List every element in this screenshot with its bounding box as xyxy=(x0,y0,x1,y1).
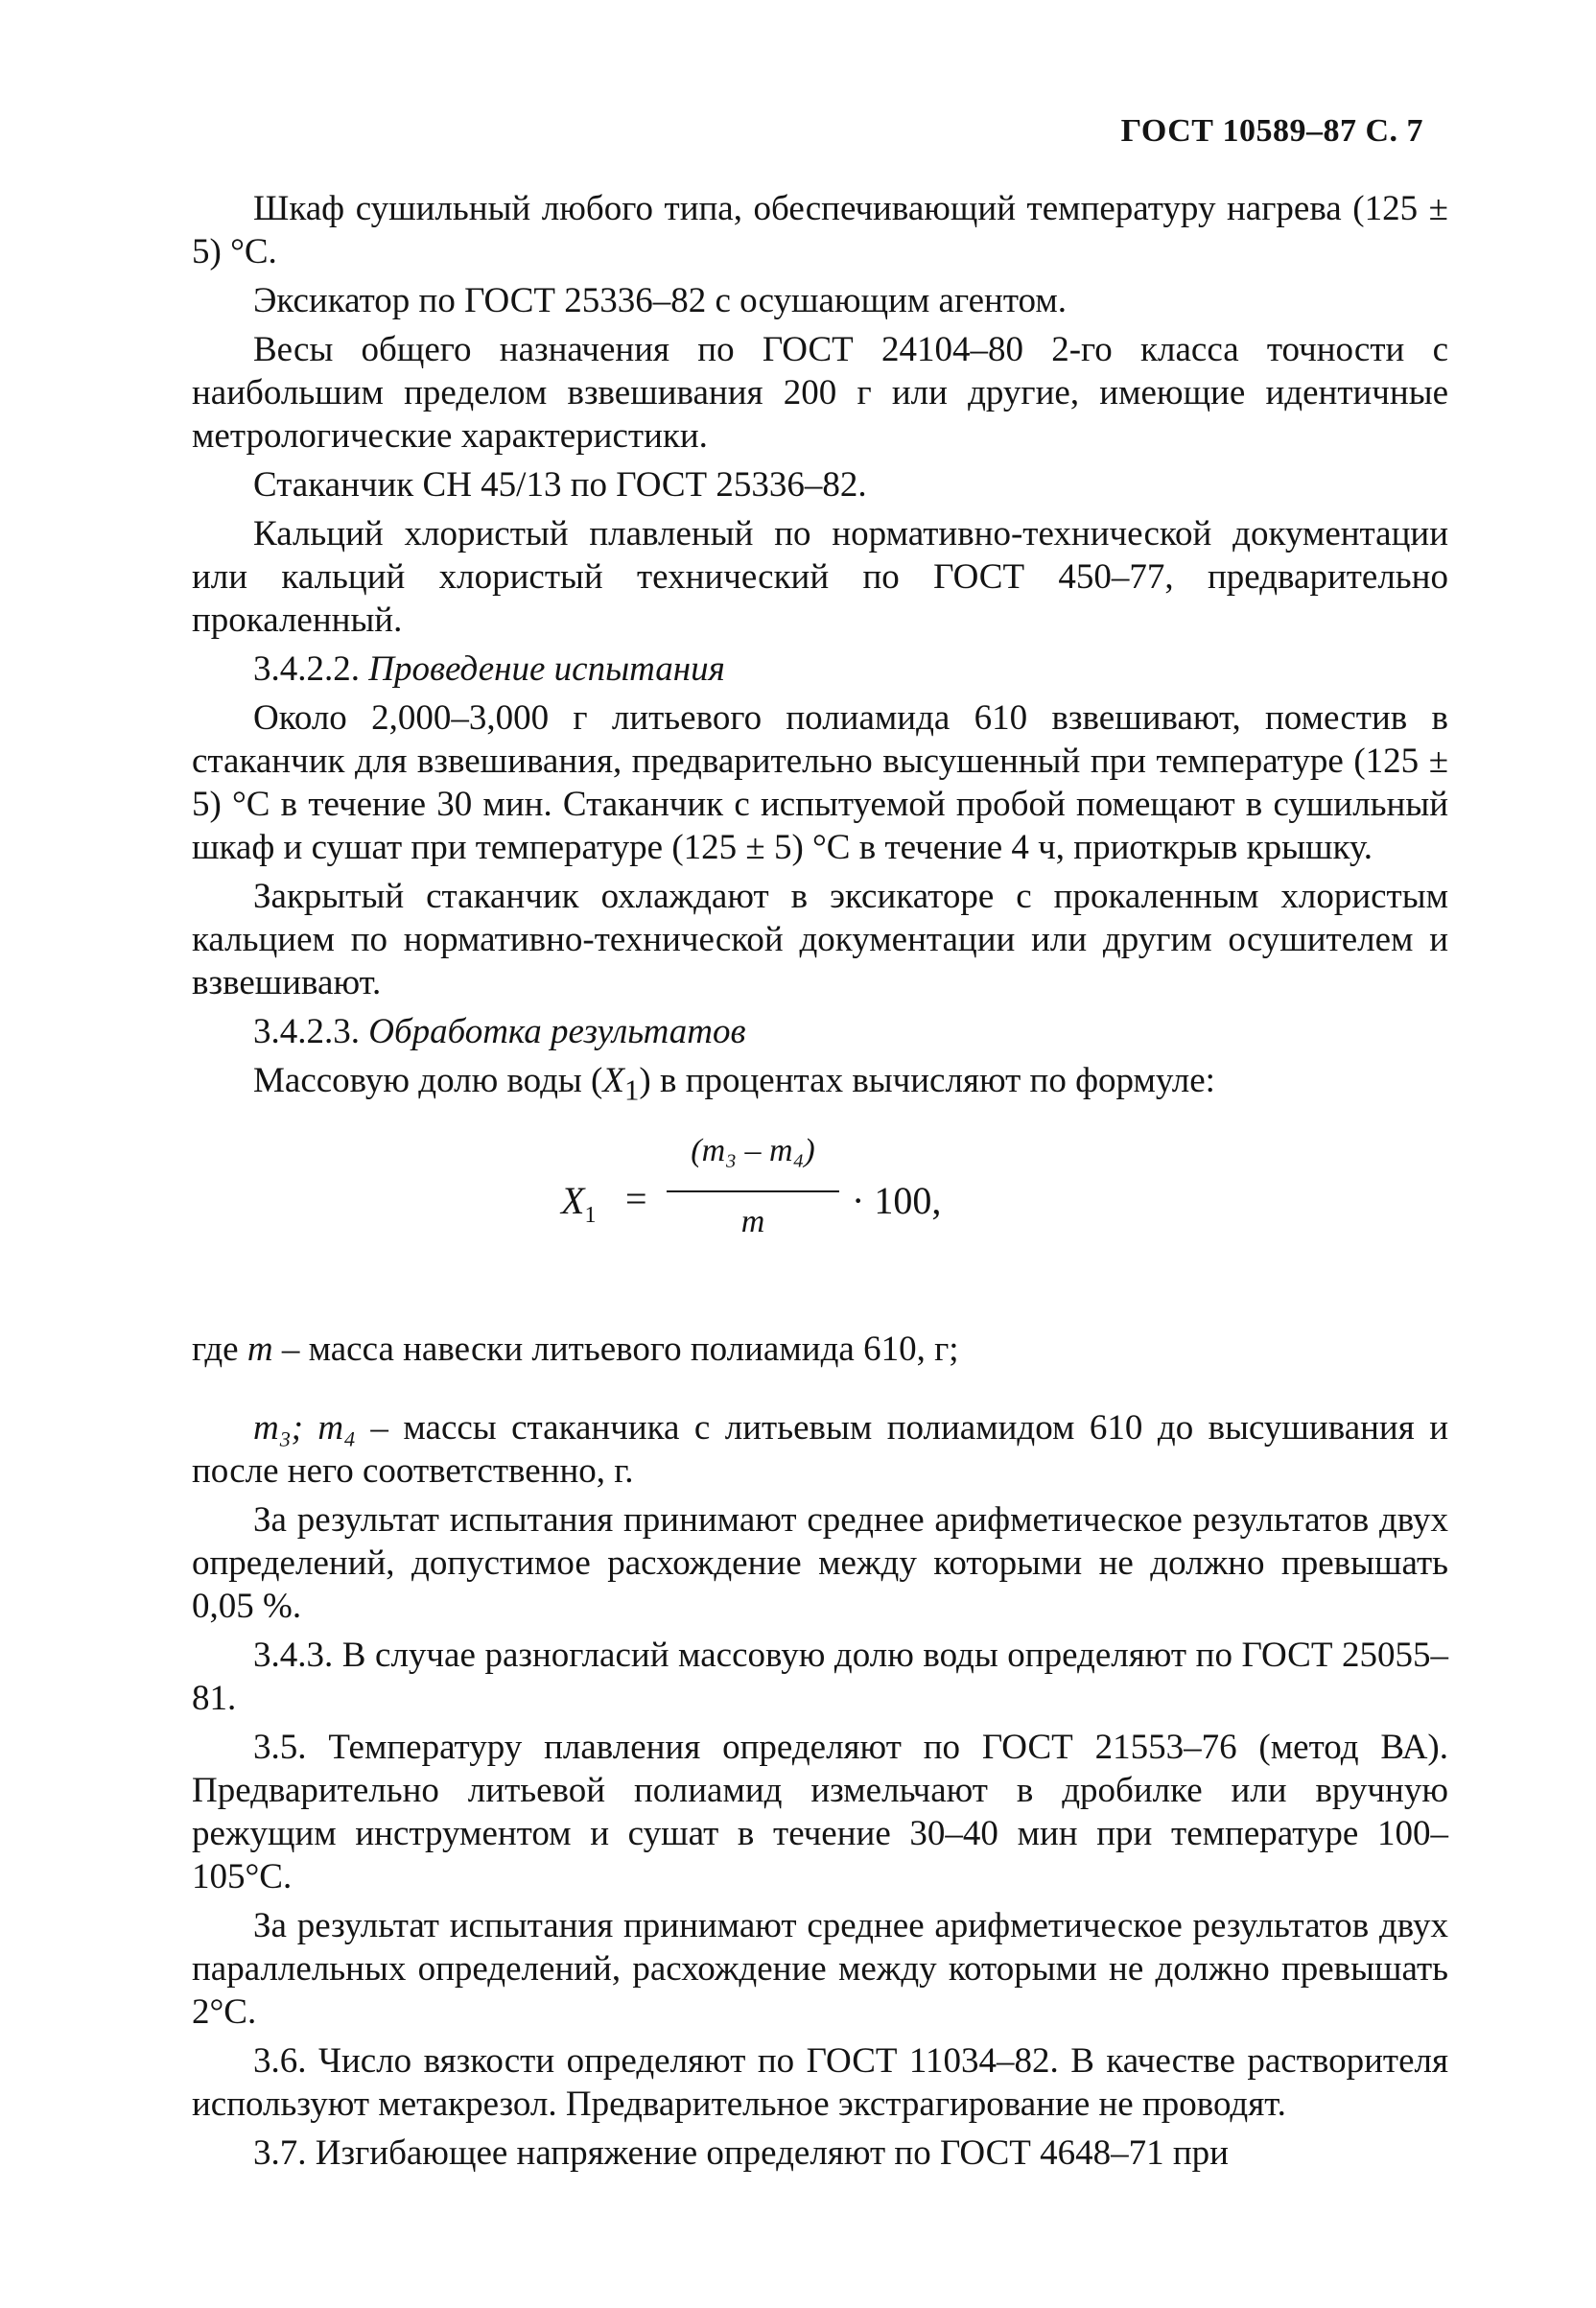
paragraph-desiccator: Эксикатор по ГОСТ 25336–82 с осушающим агентом. xyxy=(253,281,1068,320)
paragraph-calcium-chloride: Кальций хлористый плавленый по нормативно-технической документации или кальций хлористый технический по ГОСТ 450–77, предварительно прокаленный. xyxy=(192,514,1448,640)
paragraph-3-6: 3.6. Число вязкости определяют по ГОСТ 11034–82. В качестве растворителя используют метакрезол. Предварительное экстрагирование не проводят. xyxy=(192,2041,1448,2125)
where-prefix: где xyxy=(192,1330,247,1370)
variable-x-subscript: 1 xyxy=(623,1073,640,1107)
section-heading-3-4-2-3 xyxy=(192,1010,1448,1053)
formula xyxy=(192,1129,1448,1292)
paragraph-3-5: 3.5. Температуру плавления определяют по ГОСТ 21553–76 (метод ВА). Предварительно литьевой полиамид измельчают в дробилке или вручную режущим инструментом и сушат в течение 30–40 мин при температуре 100–105°С. xyxy=(192,1728,1448,1897)
paragraph-formula-intro xyxy=(192,1059,1448,1112)
page-header: ГОСТ 10589–87 С. 7 xyxy=(1120,113,1423,149)
where-line-m xyxy=(192,1328,1448,1371)
variable-x: X xyxy=(602,1061,624,1100)
where-line-m3-m4 xyxy=(192,1406,1448,1493)
formula-intro-text: Массовую долю воды ( xyxy=(253,1061,603,1100)
section-title: Обработка результатов xyxy=(368,1012,746,1051)
formula-rhs: · 100, xyxy=(852,1179,942,1223)
where-m3-m4-desc: – массы стаканчика с литьевым полиамидом 610 до высушивания и после него соответственно, г. xyxy=(192,1408,1448,1492)
section-title: Проведение испытания xyxy=(368,649,725,689)
paragraph-cooling: Закрытый стаканчик охлаждают в эксикаторе с прокаленным хлористым кальцием по нормативно-технической документации или другим осушителем и взвешивают. xyxy=(192,877,1448,1002)
formula-numerator: (m₃ – m₄) xyxy=(691,1133,815,1169)
formula-fraction-bar xyxy=(667,1190,839,1192)
section-number: 3.4.2.3. xyxy=(253,1012,360,1051)
where-var-m3-m4: m₃; m₄ xyxy=(253,1408,356,1448)
paragraph-scales: Весы общего назначения по ГОСТ 24104–80 2-го класса точности с наибольшим пределом взвешивания 200 г или другие, имеющие идентичные метрологические характеристики. xyxy=(192,330,1448,456)
paragraph-3-4-3: 3.4.3. В случае разногласий массовую долю воды определяют по ГОСТ 25055–81. xyxy=(192,1636,1448,1719)
formula-lhs-sub: 1 xyxy=(584,1203,597,1229)
section-heading-3-4-2-2 xyxy=(192,648,1448,691)
paragraph-3-7: 3.7. Изгибающее напряжение определяют по ГОСТ 4648–71 при xyxy=(253,2133,1229,2174)
paragraph-result-melting: За результат испытания принимают среднее арифметическое результатов двух параллельных определений, расхождение между которыми не должно превышать 2°С. xyxy=(192,1906,1448,2033)
formula-denominator: m xyxy=(740,1204,765,1240)
where-m-desc: – масса навески литьевого полиамида 610, г; xyxy=(272,1330,959,1370)
formula-equals: = xyxy=(625,1177,647,1221)
paragraph-beaker: Стаканчик СН 45/13 по ГОСТ 25336–82. xyxy=(253,465,867,505)
paragraph-result-moisture: За результат испытания принимают среднее арифметическое результатов двух определений, допустимое расхождение между которыми не должно превышать 0,05 %. xyxy=(192,1500,1448,1627)
paragraph-drying-cabinet: Шкаф сушильный любого типа, обеспечивающий температуру нагрева (125 ± 5) °С. xyxy=(192,189,1448,271)
formula-lhs-var: X xyxy=(561,1179,585,1223)
where-var-m: m xyxy=(246,1330,273,1370)
paragraph-test-procedure: Около 2,000–3,000 г литьевого полиамида 610 взвешивают, поместив в стаканчик для взвешивания, предварительно высушенный при температуре (125 ± 5) °С в течение 30 мин. Стаканчик с испытуемой пробой помещают в сушильный шкаф и сушат при температуре (125 ± 5) °С в течение 4 ч, приоткрыв крышку. xyxy=(192,698,1448,867)
body-text xyxy=(192,187,1448,2175)
section-number: 3.4.2.2. xyxy=(253,649,360,689)
formula-intro-text-end: ) в процентах вычисляют по формуле: xyxy=(639,1061,1215,1100)
formula-lhs xyxy=(561,1179,596,1237)
